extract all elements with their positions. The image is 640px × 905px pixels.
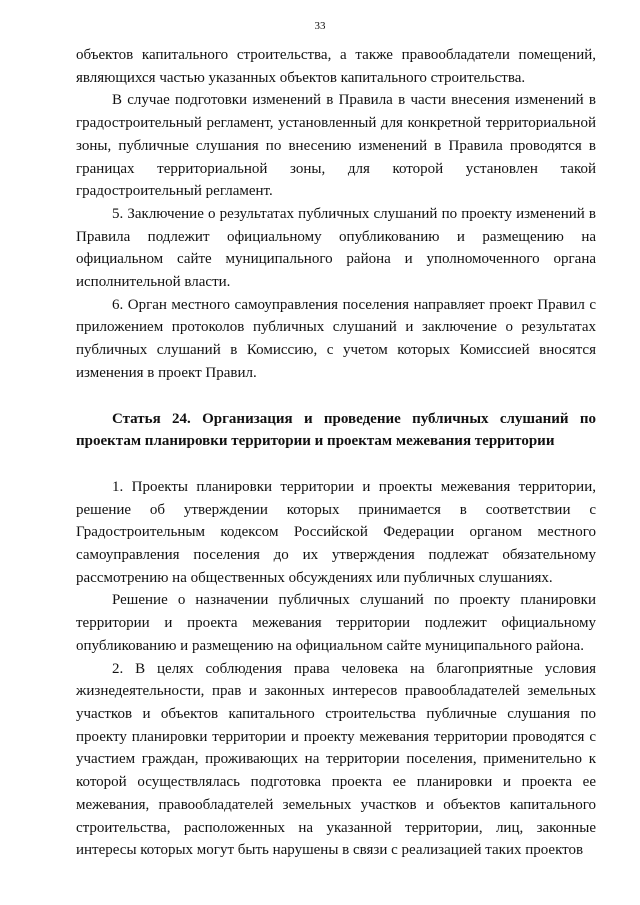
- paragraph-item-6: 6. Орган местного самоуправления поселения направляет проект Правил с приложением протоколов публичных слушаний и заключение о результатах публичных слушаний в Комиссию, с учетом которых Комиссией вносятся изменения в проект Правил.: [76, 296, 596, 381]
- paragraph-item-5: 5. Заключение о результатах публичных слушаний по проекту изменений в Правила подлежит официальному опубликованию и размещению на официальном сайте муниципального района и уполномоченного органа исполнительной власти.: [76, 205, 596, 291]
- page-number: 33: [314, 20, 326, 32]
- article-24-heading: Статья 24. Организация и проведение публичных слушаний по проектам планировки территории и проектам межевания территории: [76, 410, 596, 450]
- document-body: [76, 44, 596, 862]
- paragraph-item-2: 2. В целях соблюдения права человека на благоприятные условия жизнедеятельности, прав и законных интересов правообладателей земельных участков и объектов капитального строительства публичные слушания по проекту планировки территории и проекту межевания территории проводятся с участием граждан, проживающих на территории поселения, применительно к которой осуществлялась подготовка проекта ее планировки и проекта ее межевания, правообладателей земельных участков и объектов капитального строительства, расположенных на указанной территории, лиц, законные интересы которых могут быть нарушены в связи с реализацией таких проектов: [76, 660, 596, 859]
- paragraph-decision: Решение о назначении публичных слушаний по проекту планировки территории и проекта межевания территории подлежит официальному опубликованию и размещению на официальном сайте муниципального района.: [76, 592, 596, 654]
- paragraph-regulation-changes: В случае подготовки изменений в Правила в части внесения изменений в градостроительный регламент, установленный для конкретной территориальной зоны, публичные слушания по внесению изменений в Правила проводятся в границах территориальной зоны, для которой установлен такой градостроительный регламент.: [76, 92, 596, 200]
- paragraph-item-1: 1. Проекты планировки территории и проекты межевания территории, решение об утверждении которых принимается в соответствии с Градостроительным кодексом Российской Федерации органом местного самоуправления поселения до их утверждения подлежат обязательному рассмотрению на общественных обсуждениях или публичных слушаниях.: [76, 478, 596, 586]
- paragraph-continued: объектов капитального строительства, а также правообладатели помещений, являющихся частью указанных объектов капитального строительства.: [76, 47, 596, 86]
